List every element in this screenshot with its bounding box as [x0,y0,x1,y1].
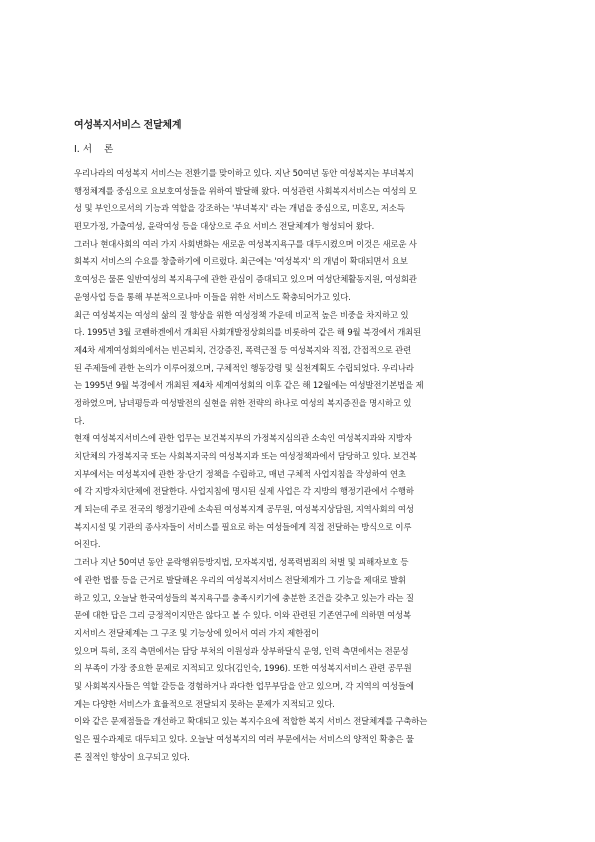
body-line: 그러나 지난 50여년 동안 윤락행위등방지법, 모자복지법, 성폭력범죄의 처벌 및 피해자보호 등 [74,557,409,568]
body-line: 지서비스 전달체계는 그 구조 및 기능상에 있어서 여러 가지 제한점이 [74,627,319,638]
body-line: 론 질적인 향상이 요구되고 있다. [74,751,190,762]
document-title: 여성복지서비스 전달체계 [74,120,182,131]
body-line: 된 주제들에 관한 논의가 이루어졌으며, 구체적인 행동강령 및 실천계획도 수립되었다. 우리나라 [74,362,414,373]
body-line: 성 및 부인으로서의 기능과 역할을 강조하는 '부녀복지' 라는 개념을 중심으로, 미혼모, 저소득 [74,203,405,214]
body-text [74,165,525,766]
body-line: 게는 다양한 서비스가 효율적으로 전달되지 못하는 문제가 지적되고 있다. [74,698,335,709]
body-line: 호여성은 물론 일반여성의 복지욕구에 관한 관심이 증대되고 있으며 여성단체활동지원, 여성회관 [74,274,417,285]
body-line: 에 각 지방자치단체에 전달한다. 사업지침에 명시된 실제 사업은 각 지방의 행정기관에서 수행하 [74,486,414,497]
body-line: 행정체계를 중심으로 요보호여성들을 위하여 발달해 왔다. 여성관련 사회복지서비스는 여성의 모 [74,185,417,196]
body-line: 편모가정, 가출여성, 윤락여성 등을 대상으로 주요 서비스 전달체계가 형성되어 왔다. [74,221,375,232]
body-line: 및 사회복지사들은 역할 갈등을 경험하거나 과다한 업무부담을 안고 있으며, 각 지역의 여성들에 [74,680,414,691]
body-line: 문에 대한 답은 그리 긍정적이지만은 않다고 볼 수 있다. 이와 관련된 기존연구에 의하면 여성복 [74,610,411,621]
body-line: 최근 여성복지는 여성의 삶의 질 향상을 위한 여성정책 가운데 비교적 높은 비중을 차지하고 있 [74,309,409,320]
body-line: 복지시설 및 기관의 종사자들이 서비스를 필요로 하는 여성들에게 직접 전달하는 방식으로 이루 [74,521,412,532]
body-line: 지부에서는 여성복지에 관한 장·단기 정책을 수립하고, 매년 구체적 사업지침을 작성하여 연초 [74,468,406,479]
body-line: 현재 여성복지서비스에 관한 업무는 보건복지부의 가정복지심의관 소속인 여성복지과와 지방자 [74,433,412,444]
body-line: 게 되는데 주로 전국의 행정기관에 소속된 여성복지계 공무원, 여성복지상담원, 지역사회의 여성 [74,504,414,515]
body-line: 어진다. [74,539,101,550]
body-line: 하고 있고, 오늘날 한국여성들의 복지욕구를 충족시키기에 충분한 조건을 갖추고 있는가 라는 질 [74,592,414,603]
body-line: 의 부족이 가장 중요한 문제로 지적되고 있다(김인숙, 1996). 또한 여성복지서비스 관련 공무원 [74,663,412,674]
body-line: 우리나라의 여성복지 서비스는 전환기를 맞이하고 있다. 지난 50여년 동안 여성복지는 부녀복지 [74,168,414,178]
body-line: 운영사업 등을 통해 부분적으로나마 이들을 위한 서비스도 확충되어가고 있다. [74,291,351,302]
section-heading: Ⅰ. 서 론 [74,144,114,155]
body-line: 있으며 특히, 조직 측면에서는 담당 부처의 이원성과 상부하달식 운영, 인력 측면에서는 전문성 [74,645,409,656]
body-line: 정하였으며, 남녀평등과 여성발전의 실현을 위한 전략의 하나로 여성의 복지증진을 명시하고 있 [74,397,412,408]
body-line: 치단체의 가정복지국 또는 사회복지국의 여성복지과 또는 여성정책과에서 담당하고 있다. 보건복 [74,451,417,461]
body-line: 일은 필수과제로 대두되고 있다. 오늘날 여성복지의 여러 부문에서는 서비스의 양적인 확충은 물 [74,734,414,744]
body-line: 는 1995년 9월 북경에서 개최된 제4차 세계여성회의 이후 같은 해 12월에는 여성발전기본법을 제 [74,380,424,391]
body-line: 에 관한 법률 등을 근거로 발달해온 우리의 여성복지서비스 전달체계가 그 기능을 제대로 발휘 [74,574,406,585]
body-line: 회복지 서비스의 수요를 창출하기에 이르렀다. 최근에는 '여성복지' 의 개념이 확대되면서 요보 [74,256,408,267]
body-line: 제4차 세계여성회의에서는 빈곤퇴치, 건강증진, 폭력근절 등 여성복지와 직접, 간접적으로 관련 [74,344,412,355]
body-line: 다. [74,415,85,426]
body-line: 다. 1995년 3월 코펜하겐에서 개최된 사회개발정상회의를 비롯하여 같은 해 9월 북경에서 개최된 [74,327,422,338]
body-line: 그러나 현대사회의 여러 가지 사회변화는 새로운 여성복지욕구를 대두시켰으며 이것은 새로운 사 [74,238,417,249]
body-line: 이와 같은 문제점들을 개선하고 확대되고 있는 복지수요에 적합한 복지 서비스 전달체계를 구축하는 [74,716,428,727]
